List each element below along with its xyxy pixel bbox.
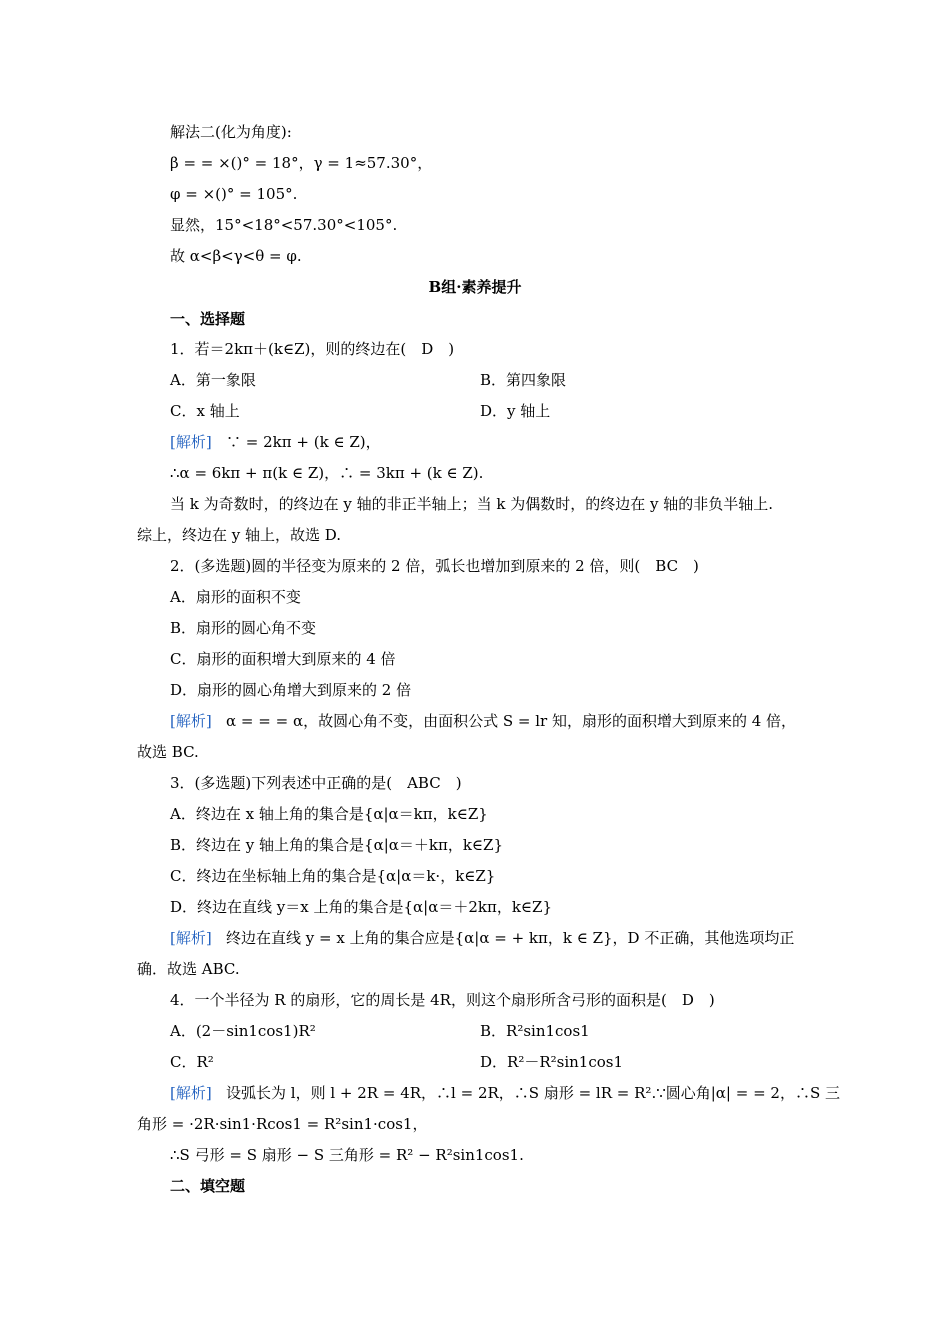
solution-text: α = = = α，故圆心角不变，由面积公式 S = lr 知，扇形的面积增大到原来的 4 倍，: [226, 712, 797, 730]
option-a: A．终边在 x 轴上角的集合是{α|α＝kπ，k∈Z}: [170, 805, 488, 823]
solution-line: 当 k 为奇数时，的终边在 y 轴的非正半轴上；当 k 为偶数时，的终边在 y 轴的非负半轴上.: [170, 495, 774, 513]
solution-text: ∵ = 2kπ + (k ∈ Z)，: [226, 433, 381, 451]
option-b: B．R²sin1cos1: [480, 1022, 590, 1040]
section-heading-b: B组·素养提升: [428, 278, 522, 296]
text-line: 解法二(化为角度):: [170, 123, 292, 141]
option-a: A．第一象限: [170, 371, 256, 389]
jiexi-label: [解析]: [170, 712, 212, 730]
solution-line: 综上，终边在 y 轴上，故选 D.: [137, 526, 342, 544]
option-c: C．x 轴上: [170, 402, 240, 420]
option-d: D．R²－R²sin1cos1: [480, 1053, 624, 1071]
option-a: A．(2－sin1cos1)R²: [170, 1022, 316, 1040]
option-a: A．扇形的面积不变: [170, 588, 301, 606]
solution-line: [170, 1082, 840, 1104]
solution-text: 终边在直线 y = x 上角的集合应是{α|α = + kπ，k ∈ Z}，D 不正确，其他选项均正: [226, 929, 795, 947]
text-line: 显然，15°<18°<57.30°<105°.: [170, 216, 398, 234]
option-b: B．第四象限: [480, 371, 567, 389]
jiexi-label: [解析]: [170, 929, 212, 947]
solution-line: ∴S 弓形 = S 扇形 − S 三角形 = R² − R²sin1cos1.: [170, 1146, 524, 1164]
option-d: D．扇形的圆心角增大到原来的 2 倍: [170, 681, 412, 699]
option-c: C．终边在坐标轴上角的集合是{α|α＝k·，k∈Z}: [170, 867, 496, 885]
solution-line: [170, 710, 796, 732]
question-4: 4．一个半径为 R 的扇形，它的周长是 4R，则这个扇形所含弓形的面积是( D ): [170, 991, 715, 1009]
section-heading-fill: 二、填空题: [170, 1177, 246, 1195]
option-d: D．终边在直线 y＝x 上角的集合是{α|α＝＋2kπ，k∈Z}: [170, 898, 553, 916]
section-heading-choice: 一、选择题: [170, 310, 246, 328]
jiexi-label: [解析]: [170, 433, 212, 451]
solution-line: 确．故选 ABC.: [137, 960, 240, 978]
option-b: B．扇形的圆心角不变: [170, 619, 317, 637]
question-3: 3．(多选题)下列表述中正确的是( ABC ): [170, 774, 462, 792]
text-line: φ = ×()° = 105°.: [170, 185, 298, 203]
solution-line: 角形 = ·2R·sin1·Rcos1 = R²sin1·cos1，: [137, 1115, 428, 1133]
solution-text: 设弧长为 l，则 l + 2R = 4R，∴l = 2R，∴S 扇形 = lR = R².∵圆心角|α| = = 2，∴S 三: [226, 1084, 841, 1102]
option-d: D．y 轴上: [480, 402, 551, 420]
text-line: 故 α<β<γ<θ = φ.: [170, 247, 302, 265]
solution-line: 故选 BC.: [137, 743, 199, 761]
option-b: B．终边在 y 轴上角的集合是{α|α＝＋kπ，k∈Z}: [170, 836, 503, 854]
option-c: C．R²: [170, 1053, 214, 1071]
solution-line: ∴α = 6kπ + π(k ∈ Z)，∴ = 3kπ + (k ∈ Z).: [170, 464, 484, 482]
option-c: C．扇形的面积增大到原来的 4 倍: [170, 650, 396, 668]
jiexi-label: [解析]: [170, 1084, 212, 1102]
solution-line: [170, 431, 381, 453]
question-1: 1．若＝2kπ＋(k∈Z)，则的终边在( D ): [170, 340, 455, 358]
solution-line: [170, 927, 794, 949]
question-2: 2．(多选题)圆的半径变为原来的 2 倍，弧长也增加到原来的 2 倍，则( BC ): [170, 557, 699, 575]
text-line: β = = ×()° = 18°，γ = 1≈57.30°，: [170, 154, 433, 172]
